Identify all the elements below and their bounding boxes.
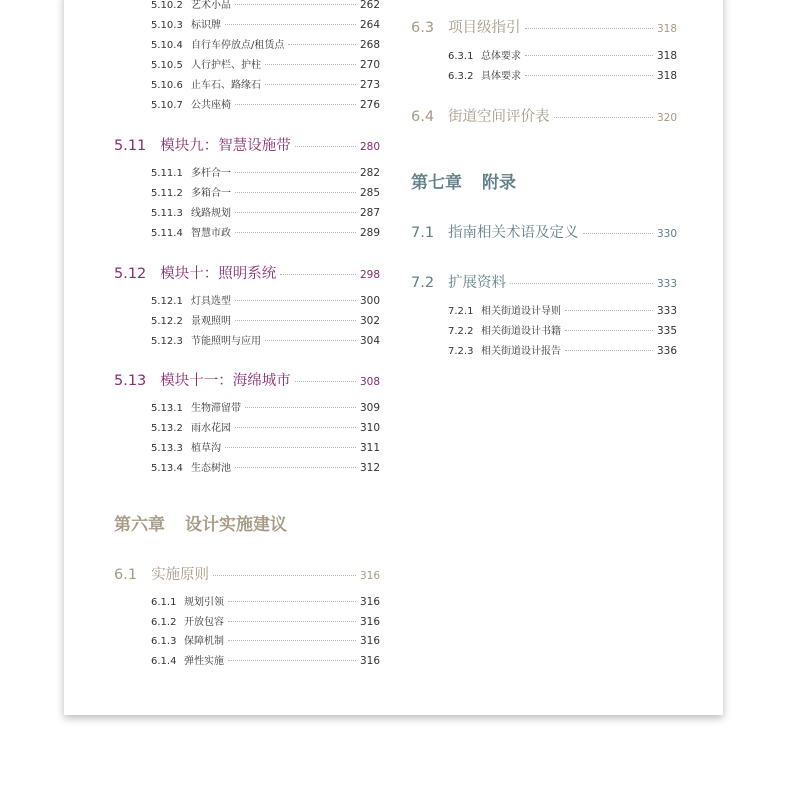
entry-title: 公共座椅 — [191, 100, 231, 111]
dot-leader — [235, 232, 356, 233]
toc-entry-5-13-1[interactable] — [114, 399, 380, 414]
toc-entry-5-10-7[interactable] — [114, 96, 380, 111]
dot-leader — [525, 28, 653, 29]
section-number: 6.4 — [411, 109, 435, 125]
entry-number: 5.13.2 — [151, 423, 183, 434]
entry-page-number: 285 — [359, 187, 380, 199]
entry-page-number: 316 — [359, 596, 380, 608]
entry-title: 雨水花园 — [191, 423, 231, 434]
entry-page-number: 318 — [656, 50, 677, 62]
dot-leader — [583, 233, 653, 234]
dot-leader — [295, 146, 356, 147]
dot-leader — [235, 300, 356, 301]
entry-number: 5.10.3 — [151, 20, 183, 31]
entry-title: 灯具选型 — [191, 296, 231, 307]
dot-leader — [235, 4, 356, 5]
entry-page-number: 316 — [359, 655, 380, 667]
entry-number: 5.13.3 — [151, 443, 183, 454]
entry-title: 开放包容 — [184, 617, 224, 628]
toc-entry-6-1-3[interactable] — [114, 632, 380, 647]
entry-page-number: 282 — [359, 167, 380, 179]
entry-page-number: 264 — [359, 19, 380, 31]
entry-title: 多杆合一 — [191, 168, 231, 179]
dot-leader — [213, 575, 356, 576]
entry-number: 5.10.7 — [151, 100, 183, 111]
toc-entry-7-2-3[interactable] — [411, 342, 677, 357]
section-page-number: 330 — [656, 228, 677, 240]
entry-title: 弹性实施 — [184, 656, 224, 667]
entry-page-number: 302 — [359, 315, 380, 327]
entry-number: 7.2.1 — [448, 306, 474, 317]
dot-leader — [235, 192, 356, 193]
dot-leader — [225, 24, 356, 25]
entry-number: 5.13.1 — [151, 403, 183, 414]
section-title: 扩展资料 — [448, 275, 507, 291]
dot-leader — [288, 44, 356, 45]
entry-title: 标识牌 — [191, 20, 221, 31]
entry-number: 6.1.3 — [151, 636, 177, 647]
section-page-number: 280 — [359, 141, 380, 153]
toc-entry-6-1-2[interactable] — [114, 613, 380, 628]
toc-entry-5-12-2[interactable] — [114, 312, 380, 327]
entry-title: 智慧市政 — [191, 228, 231, 239]
entry-page-number: 333 — [656, 305, 677, 317]
section-page-number: 308 — [359, 376, 380, 388]
entry-number: 5.10.2 — [151, 0, 183, 11]
toc-entry-5-13-3[interactable] — [114, 439, 380, 454]
section-number: 6.1 — [114, 567, 138, 583]
entry-page-number: 268 — [359, 39, 380, 51]
toc-entry-5-10-2[interactable] — [114, 0, 380, 11]
entry-page-number: 309 — [359, 402, 380, 414]
dot-leader — [228, 601, 356, 602]
entry-title: 景观照明 — [191, 316, 231, 327]
entry-number: 6.1.1 — [151, 597, 177, 608]
dot-leader — [265, 64, 356, 65]
entry-page-number: 270 — [359, 59, 380, 71]
entry-number: 7.2.3 — [448, 346, 474, 357]
entry-number: 5.12.1 — [151, 296, 183, 307]
entry-number: 6.3.1 — [448, 51, 474, 62]
entry-title: 节能照明与应用 — [191, 336, 261, 347]
dot-leader — [565, 350, 653, 351]
dot-leader — [235, 427, 356, 428]
dot-leader — [525, 75, 653, 76]
dot-leader — [235, 320, 356, 321]
entry-page-number: 316 — [359, 635, 380, 647]
dot-leader — [265, 84, 356, 85]
dot-leader — [235, 172, 356, 173]
chapter-label: 第六章 — [114, 515, 165, 535]
entry-title: 止车石、路缘石 — [191, 80, 261, 91]
chapter-label: 第七章 — [411, 173, 462, 193]
toc-section-7-2[interactable] — [411, 271, 677, 292]
toc-entry-5-13-2[interactable] — [114, 419, 380, 434]
chapter-title: 附录 — [482, 173, 516, 193]
entry-page-number: 316 — [359, 616, 380, 628]
entry-title: 相关街道设计报告 — [481, 346, 561, 357]
toc-entry-5-10-5[interactable] — [114, 56, 380, 71]
entry-title: 自行车停放点/租赁点 — [191, 40, 285, 51]
dot-leader — [295, 381, 356, 382]
entry-number: 5.13.4 — [151, 463, 183, 474]
section-page-number: 318 — [656, 23, 677, 35]
entry-title: 多箱合一 — [191, 188, 231, 199]
entry-page-number: 311 — [359, 442, 380, 454]
dot-leader — [228, 621, 356, 622]
dot-leader — [228, 660, 356, 661]
section-number: 5.13 — [114, 373, 147, 389]
section-number: 7.1 — [411, 225, 435, 241]
dot-leader — [228, 640, 356, 641]
toc-section-6-4[interactable] — [411, 105, 677, 126]
section-number: 7.2 — [411, 275, 435, 291]
section-number: 5.11 — [114, 138, 147, 154]
chapter-7-heading[interactable] — [411, 168, 516, 193]
entry-title: 线路规划 — [191, 208, 231, 219]
entry-title: 植草沟 — [191, 443, 221, 454]
entry-title: 规划引领 — [184, 597, 224, 608]
entry-number: 6.3.2 — [448, 71, 474, 82]
entry-page-number: 318 — [656, 70, 677, 82]
toc-entry-6-1-1[interactable] — [114, 593, 380, 608]
entry-page-number: 289 — [359, 227, 380, 239]
entry-number: 6.1.4 — [151, 656, 177, 667]
toc-entry-5-13-4[interactable] — [114, 459, 380, 474]
section-page-number: 298 — [359, 269, 380, 281]
section-title: 模块十一：海绵城市 — [160, 373, 291, 389]
toc-section-5-12[interactable] — [114, 262, 380, 283]
entry-page-number: 262 — [359, 0, 380, 11]
entry-title: 保障机制 — [184, 636, 224, 647]
section-title: 模块九：智慧设施带 — [160, 138, 291, 154]
entry-page-number: 336 — [656, 345, 677, 357]
toc-section-6-1[interactable] — [114, 563, 380, 584]
chapter-title: 设计实施建议 — [185, 515, 287, 535]
dot-leader — [235, 104, 356, 105]
entry-page-number: 335 — [656, 325, 677, 337]
toc-entry-5-11-3[interactable] — [114, 204, 380, 219]
section-number: 6.3 — [411, 20, 435, 36]
toc-entry-5-10-4[interactable] — [114, 36, 380, 51]
dot-leader — [235, 212, 356, 213]
entry-title: 总体要求 — [481, 51, 521, 62]
entry-title: 生态树池 — [191, 463, 231, 474]
chapter-6-heading[interactable] — [114, 510, 287, 535]
entry-page-number: 287 — [359, 207, 380, 219]
dot-leader — [280, 274, 356, 275]
dot-leader — [554, 117, 653, 118]
section-title: 指南相关术语及定义 — [448, 225, 579, 241]
entry-page-number: 310 — [359, 422, 380, 434]
toc-entry-5-11-4[interactable] — [114, 224, 380, 239]
dot-leader — [565, 310, 653, 311]
dot-leader — [265, 340, 356, 341]
toc-section-5-13[interactable] — [114, 369, 380, 390]
dot-leader — [235, 467, 356, 468]
section-title: 街道空间评价表 — [448, 109, 550, 125]
toc-section-5-11[interactable] — [114, 134, 380, 155]
entry-number: 5.11.2 — [151, 188, 183, 199]
entry-title: 相关街道设计导则 — [481, 306, 561, 317]
dot-leader — [525, 55, 653, 56]
section-page-number: 316 — [359, 570, 380, 582]
entry-number: 5.11.3 — [151, 208, 183, 219]
toc-section-7-1[interactable] — [411, 221, 677, 242]
dot-leader — [245, 407, 356, 408]
entry-page-number: 300 — [359, 295, 380, 307]
entry-number: 7.2.2 — [448, 326, 474, 337]
toc-entry-6-3-1[interactable] — [411, 47, 677, 62]
entry-number: 6.1.2 — [151, 617, 177, 628]
section-title: 项目级指引 — [448, 20, 521, 36]
entry-number: 5.11.1 — [151, 168, 183, 179]
entry-page-number: 276 — [359, 99, 380, 111]
toc-section-6-3[interactable] — [411, 16, 677, 37]
toc-entry-7-2-2[interactable] — [411, 322, 677, 337]
toc-entry-5-11-1[interactable] — [114, 164, 380, 179]
entry-number: 5.11.4 — [151, 228, 183, 239]
section-page-number: 320 — [656, 112, 677, 124]
entry-number: 5.12.2 — [151, 316, 183, 327]
entry-page-number: 304 — [359, 335, 380, 347]
entry-number: 5.10.4 — [151, 40, 183, 51]
dot-leader — [510, 283, 653, 284]
toc-entry-5-10-6[interactable] — [114, 76, 380, 91]
section-title: 模块十：照明系统 — [160, 266, 277, 282]
entry-number: 5.10.5 — [151, 60, 183, 71]
entry-page-number: 273 — [359, 79, 380, 91]
toc-entry-5-11-2[interactable] — [114, 184, 380, 199]
toc-entry-5-12-3[interactable] — [114, 332, 380, 347]
toc-entry-6-3-2[interactable] — [411, 67, 677, 82]
toc-entry-5-10-3[interactable] — [114, 16, 380, 31]
toc-entry-7-2-1[interactable] — [411, 302, 677, 317]
section-title: 实施原则 — [151, 567, 210, 583]
entry-title: 生物滞留带 — [191, 403, 241, 414]
dot-leader — [565, 330, 653, 331]
entry-number: 5.12.3 — [151, 336, 183, 347]
toc-entry-6-1-4[interactable] — [114, 652, 380, 667]
section-number: 5.12 — [114, 266, 147, 282]
entry-title: 具体要求 — [481, 71, 521, 82]
entry-title: 艺术小品 — [191, 0, 231, 11]
dot-leader — [225, 447, 356, 448]
section-page-number: 333 — [656, 278, 677, 290]
entry-page-number: 312 — [359, 462, 380, 474]
toc-entry-5-12-1[interactable] — [114, 292, 380, 307]
entry-title: 相关街道设计书籍 — [481, 326, 561, 337]
entry-title: 人行护栏、护柱 — [191, 60, 261, 71]
entry-number: 5.10.6 — [151, 80, 183, 91]
